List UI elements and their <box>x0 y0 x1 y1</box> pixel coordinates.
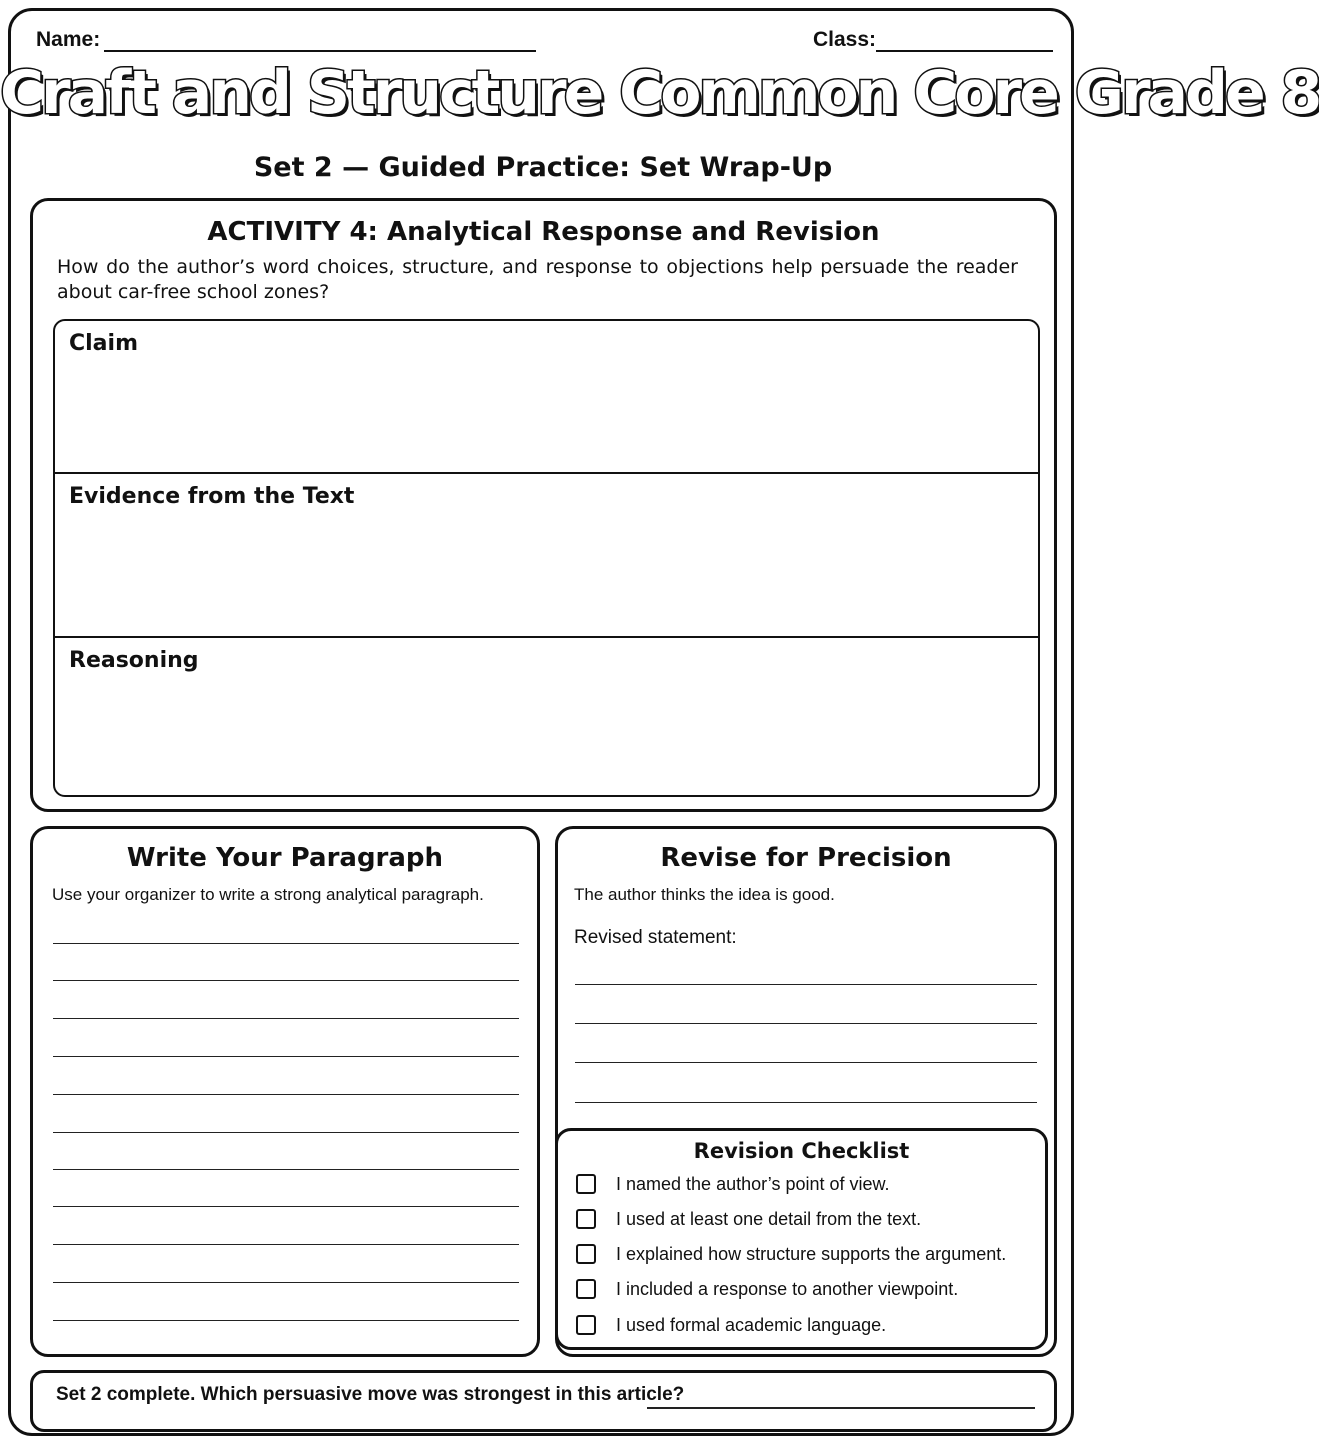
checklist-item[interactable] <box>576 1171 890 1197</box>
writing-line[interactable] <box>53 943 519 944</box>
paragraph-title: Write Your Paragraph <box>126 843 444 873</box>
page-subtitle: Set 2 — Guided Practice: Set Wrap-Up <box>253 152 833 183</box>
writing-line[interactable] <box>53 1282 519 1283</box>
writing-line[interactable] <box>53 1094 519 1095</box>
writing-line[interactable] <box>53 1320 519 1321</box>
footer-answer-line[interactable] <box>647 1407 1035 1409</box>
checkbox[interactable] <box>576 1315 596 1335</box>
checklist-item[interactable] <box>576 1276 958 1302</box>
original-statement: The author thinks the idea is good. <box>574 885 835 904</box>
revision-checklist <box>555 1128 1048 1350</box>
checkbox[interactable] <box>576 1279 596 1299</box>
page-title: Craft and Structure Common Core Grade 8 <box>0 58 1319 128</box>
checklist-item-label: I included a response to another viewpoint. <box>616 1278 959 1299</box>
name-field[interactable] <box>104 50 536 52</box>
checklist-item-label: I used at least one detail from the text. <box>616 1208 922 1229</box>
writing-line[interactable] <box>53 1056 519 1057</box>
revise-title: Revise for Precision <box>660 843 952 873</box>
revision-line[interactable] <box>575 1102 1037 1103</box>
activity-prompt: How do the author’s word choices, structure, and response to objections help persuade the reader about car-free school zones? <box>57 256 1018 303</box>
claim-label: Claim <box>69 331 138 356</box>
writing-line[interactable] <box>53 1244 519 1245</box>
checklist-item[interactable] <box>576 1312 886 1338</box>
activity-title: ACTIVITY 4: Analytical Response and Revision <box>207 217 880 247</box>
revision-line[interactable] <box>575 1023 1037 1024</box>
evidence-label: Evidence from the Text <box>69 484 355 509</box>
reasoning-label: Reasoning <box>69 648 199 673</box>
paragraph-instruction: Use your organizer to write a strong analytical paragraph. <box>52 885 484 904</box>
checklist-item-label: I explained how structure supports the argument. <box>616 1243 1007 1264</box>
checklist-title: Revision Checklist <box>693 1139 910 1163</box>
writing-line[interactable] <box>53 1018 519 1019</box>
writing-line[interactable] <box>53 1132 519 1133</box>
writing-line[interactable] <box>53 1206 519 1207</box>
checklist-item-label: I named the author’s point of view. <box>616 1173 890 1194</box>
checkbox[interactable] <box>576 1209 596 1229</box>
claim-evidence-reasoning-organizer <box>53 319 1040 797</box>
checklist-item-label: I used formal academic language. <box>616 1314 887 1335</box>
revision-line[interactable] <box>575 1062 1037 1063</box>
class-field[interactable] <box>876 50 1053 52</box>
class-label: Class: <box>813 28 877 51</box>
activity-box <box>30 198 1057 812</box>
revision-line[interactable] <box>575 984 1037 985</box>
checkbox[interactable] <box>576 1174 596 1194</box>
evidence-section[interactable] <box>55 474 1038 638</box>
reasoning-section[interactable] <box>55 638 1038 799</box>
paragraph-box <box>30 826 540 1357</box>
checklist-item[interactable] <box>576 1241 1006 1267</box>
checkbox[interactable] <box>576 1244 596 1264</box>
claim-section[interactable] <box>55 321 1038 474</box>
footer-question: Set 2 complete. Which persuasive move was strongest in this article? <box>56 1384 685 1405</box>
checklist-item[interactable] <box>576 1206 921 1232</box>
revised-statement-label: Revised statement: <box>574 927 737 948</box>
writing-line[interactable] <box>53 1169 519 1170</box>
name-label: Name: <box>36 28 101 51</box>
writing-line[interactable] <box>53 980 519 981</box>
